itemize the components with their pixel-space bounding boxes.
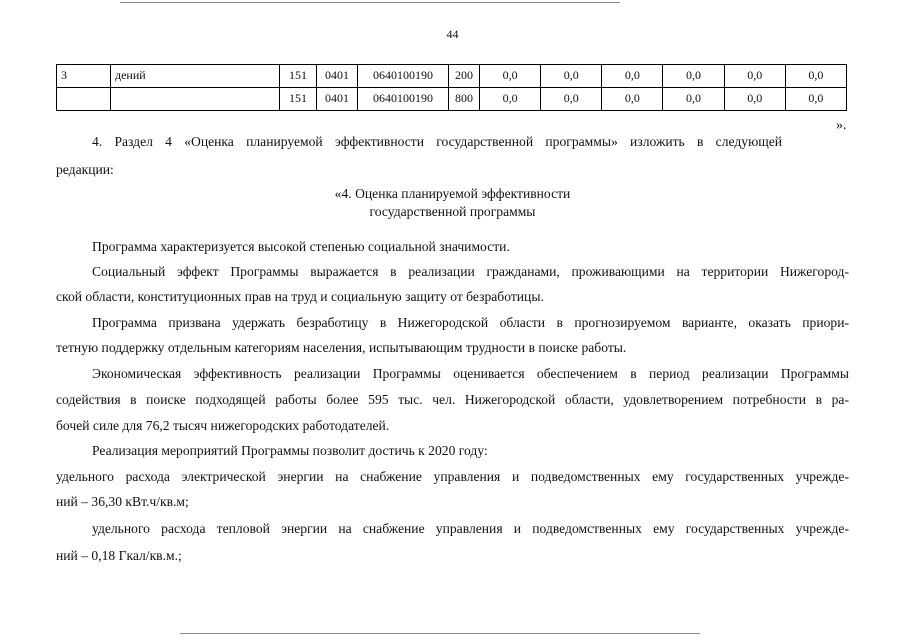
scan-bottom-edge <box>180 633 700 634</box>
table-row <box>57 88 847 111</box>
cell-value: 0,0 <box>724 65 785 88</box>
cell-value: 0,0 <box>480 65 541 88</box>
cell-value: 0,0 <box>785 88 846 111</box>
paragraph-4-line-2: содействия в поиске подходящей работы более 595 тыс. чел. Нижегородской области, удовлетворением потребности в ра- <box>56 392 849 407</box>
paragraph-3-line-2: тетную поддержку отдельным категориям населения, испытывающим трудности в поиске работы. <box>56 340 627 355</box>
section-title-line-1: «4. Оценка планируемой эффективности <box>334 186 571 201</box>
cell-value: 0,0 <box>602 65 663 88</box>
cell-ministry-code: 151 <box>280 65 317 88</box>
cell-value: 0,0 <box>785 65 846 88</box>
cell-value: 0,0 <box>541 65 602 88</box>
cell-section-code: 0401 <box>317 88 358 111</box>
cell-target-code: 0640100190 <box>358 88 449 111</box>
budget-table <box>56 64 847 111</box>
paragraph-6-line-1: удельного расхода электрической энергии на снабжение управления и подведомственных ему государственных учрежде- <box>56 469 849 484</box>
item4-line-1: 4. Раздел 4 «Оценка планируемой эффективности государственной программы» изложить в следующей <box>92 134 782 149</box>
table-row <box>57 65 847 88</box>
item4-line-2: редакции: <box>56 162 114 177</box>
paragraph-2-line-1: Социальный эффект Программы выражается в реализации гражданами, проживающими на территории Нижегород- <box>92 264 849 279</box>
cell-target-code: 0640100190 <box>358 65 449 88</box>
row-name: дений <box>111 65 280 88</box>
paragraph-1: Программа характеризуется высокой степенью социальной значимости. <box>92 239 510 254</box>
row-index <box>57 88 111 111</box>
cell-section-code: 0401 <box>317 65 358 88</box>
paragraph-7-line-2: ний – 0,18 Гкал/кв.м.; <box>56 548 182 563</box>
section-title-line-2: государственной программы <box>369 204 536 219</box>
cell-value: 0,0 <box>480 88 541 111</box>
cell-value: 0,0 <box>724 88 785 111</box>
closing-quote: ». <box>836 118 847 133</box>
paragraph-5: Реализация мероприятий Программы позволит достичь к 2020 году: <box>92 443 488 458</box>
page-number: 44 <box>446 27 459 41</box>
paragraph-3-line-1: Программа призвана удержать безработицу в Нижегородской области в прогнозируемом варианте, оказать приори- <box>92 315 849 330</box>
paragraph-4-line-3: бочей силе для 76,2 тысяч нижегородских работодателей. <box>56 418 390 433</box>
cell-value: 0,0 <box>541 88 602 111</box>
cell-value: 0,0 <box>663 88 724 111</box>
cell-value: 0,0 <box>663 65 724 88</box>
cell-expense-type: 800 <box>449 88 480 111</box>
cell-value: 0,0 <box>602 88 663 111</box>
cell-expense-type: 200 <box>449 65 480 88</box>
paragraph-7-line-1: удельного расхода тепловой энергии на снабжение управления и подведомственных ему государственных учрежде- <box>92 521 849 536</box>
row-name <box>111 88 280 111</box>
paragraph-4-line-1: Экономическая эффективность реализации Программы оценивается обеспечением в период реализации Программы <box>92 366 849 381</box>
row-index: 3 <box>57 65 111 88</box>
paragraph-6-line-2: ний – 36,30 кВт.ч/кв.м; <box>56 494 189 509</box>
cell-ministry-code: 151 <box>280 88 317 111</box>
scan-top-edge <box>120 2 620 3</box>
paragraph-2-line-2: ской области, конституционных прав на труд и социальную защиту от безработицы. <box>56 289 544 304</box>
